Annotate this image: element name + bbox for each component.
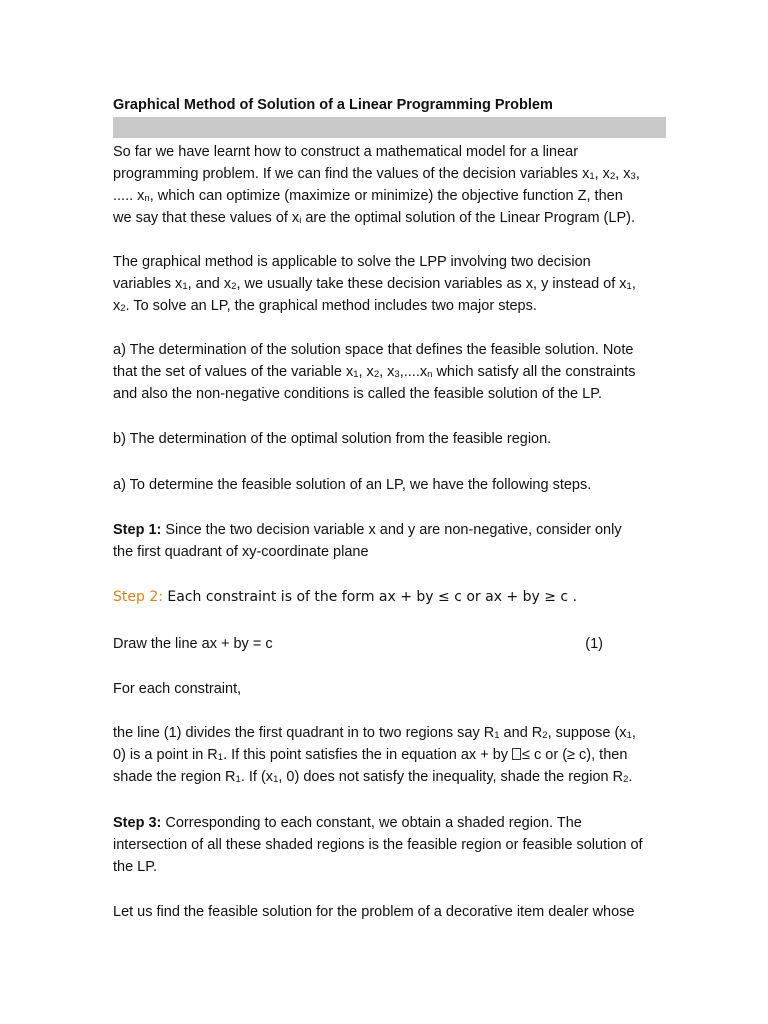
paragraph-draw-line [113, 633, 669, 655]
subscript: n [427, 369, 433, 380]
text: and R [499, 725, 543, 741]
text: . To solve an LP, the graphical method includes two major steps. [125, 298, 537, 314]
text-line: and also the non-negative conditions is called the feasible solution of the LP. [113, 386, 603, 402]
text-line: the first quadrant of xy-coordinate plane [113, 544, 369, 560]
subscript: 2 [609, 171, 616, 182]
text: , which can optimize (maximize or minimize) the objective function Z, then [149, 188, 623, 204]
text-line: So far we have learnt how to construct a mathematical model for a linear [113, 144, 579, 160]
text-line [113, 722, 669, 744]
text: . [628, 769, 633, 785]
text: , x [379, 364, 395, 380]
text: , [631, 725, 636, 741]
subscript: 1 [353, 369, 359, 380]
text-line [113, 361, 669, 383]
text-line: The graphical method is applicable to solve the LPP involving two decision [113, 254, 591, 270]
subscript: n [144, 193, 150, 204]
paragraph-step-3 [113, 812, 669, 878]
paragraph-regions [113, 722, 669, 788]
text: that the set of values of the variable x [113, 364, 354, 380]
subscript: 3 [630, 171, 636, 182]
text-line: a) The determination of the solution space that defines the feasible solution. Note [113, 342, 634, 358]
text: ..... x [113, 188, 145, 204]
text-line [113, 295, 669, 317]
text-line [113, 744, 669, 766]
text: , we usually take these decision variables as x, y instead of x [236, 276, 627, 292]
text: ≤ c or (≥ c), then [522, 747, 628, 763]
text: shade the region R [113, 769, 236, 785]
text: , x [615, 166, 631, 182]
text: variables x [113, 276, 183, 292]
text: , 0) does not satisfy the inequality, shade the region R [278, 769, 624, 785]
text: the line (1) divides the first quadrant in to two regions say R [113, 725, 495, 741]
text: x [113, 298, 121, 314]
text: . If this point satisfies the in equation ax + by [223, 747, 513, 763]
text-line: intersection of all these shaded regions is the feasible region or feasible solution of [113, 837, 643, 853]
text-line [113, 812, 669, 834]
subscript: 2 [623, 774, 629, 785]
text: , suppose (x [547, 725, 627, 741]
subscript: 1 [182, 281, 188, 292]
text: ,....x [399, 364, 428, 380]
missing-glyph-icon [512, 748, 521, 760]
subscript: 2 [542, 730, 548, 741]
text: , x [594, 166, 610, 182]
subscript: i [299, 215, 302, 226]
text-line: Let us find the feasible solution for the problem of a decorative item dealer whose [113, 904, 635, 920]
text: programming problem. If we can find the values of the decision variables x [113, 166, 590, 182]
text-line [113, 185, 669, 207]
paragraph-graphical-method [113, 251, 669, 317]
text-line: the LP. [113, 859, 158, 875]
paragraph-intro [113, 141, 669, 229]
text-line [113, 163, 669, 185]
subscript: 1 [626, 730, 632, 741]
text: , and x [187, 276, 232, 292]
paragraph-for-each [113, 678, 669, 700]
text: , x [358, 364, 374, 380]
step-label: Step 3: [113, 815, 162, 831]
subscript: 1 [235, 774, 241, 785]
equation-text: Draw the line ax + by = c [113, 636, 273, 652]
paragraph-step-a [113, 339, 669, 405]
text: we say that these values of x [113, 210, 300, 226]
equation-number: (1) [585, 636, 603, 652]
text: . If (x [240, 769, 274, 785]
subscript: 1 [589, 171, 595, 182]
subscript: 1 [217, 752, 224, 763]
text-line: b) The determination of the optimal solution from the feasible region. [113, 431, 552, 447]
document-title: Graphical Method of Solution of a Linear Programming Problem [113, 97, 553, 113]
subscript: 1 [494, 730, 500, 741]
text: Each constraint is of the form ax + by ≤ c or ax + by ≥ c . [162, 589, 578, 605]
text: 0) is a point in R [113, 747, 218, 763]
paragraph-step-2 [113, 586, 669, 608]
text: are the optimal solution of the Linear Program (LP). [301, 210, 635, 226]
subscript: 1 [273, 774, 279, 785]
text-line [113, 519, 669, 541]
paragraph-feasible-intro [113, 474, 669, 496]
text: Corresponding to each constant, we obtain a shaded region. The [161, 815, 582, 831]
text: which satisfy all the constraints [432, 364, 636, 380]
subscript: 1 [626, 281, 632, 292]
text-line [113, 273, 669, 295]
text: , [631, 276, 636, 292]
text: Since the two decision variable x and y are non-negative, consider only [161, 522, 622, 538]
paragraph-example-intro [113, 901, 669, 923]
paragraph-step-b [113, 428, 669, 450]
text-line: For each constraint, [113, 681, 242, 697]
text-line: a) To determine the feasible solution of an LP, we have the following steps. [113, 477, 592, 493]
subscript: 3 [394, 369, 400, 380]
text-line [113, 766, 669, 788]
text-line [113, 207, 669, 229]
step-label: Step 2: [113, 589, 163, 605]
subscript: 2 [231, 281, 237, 292]
subscript: 2 [120, 303, 126, 314]
gray-separator-bar [113, 117, 666, 138]
paragraph-step-1 [113, 519, 669, 563]
subscript: 2 [373, 369, 380, 380]
step-label: Step 1: [113, 522, 162, 538]
text: , [635, 166, 640, 182]
